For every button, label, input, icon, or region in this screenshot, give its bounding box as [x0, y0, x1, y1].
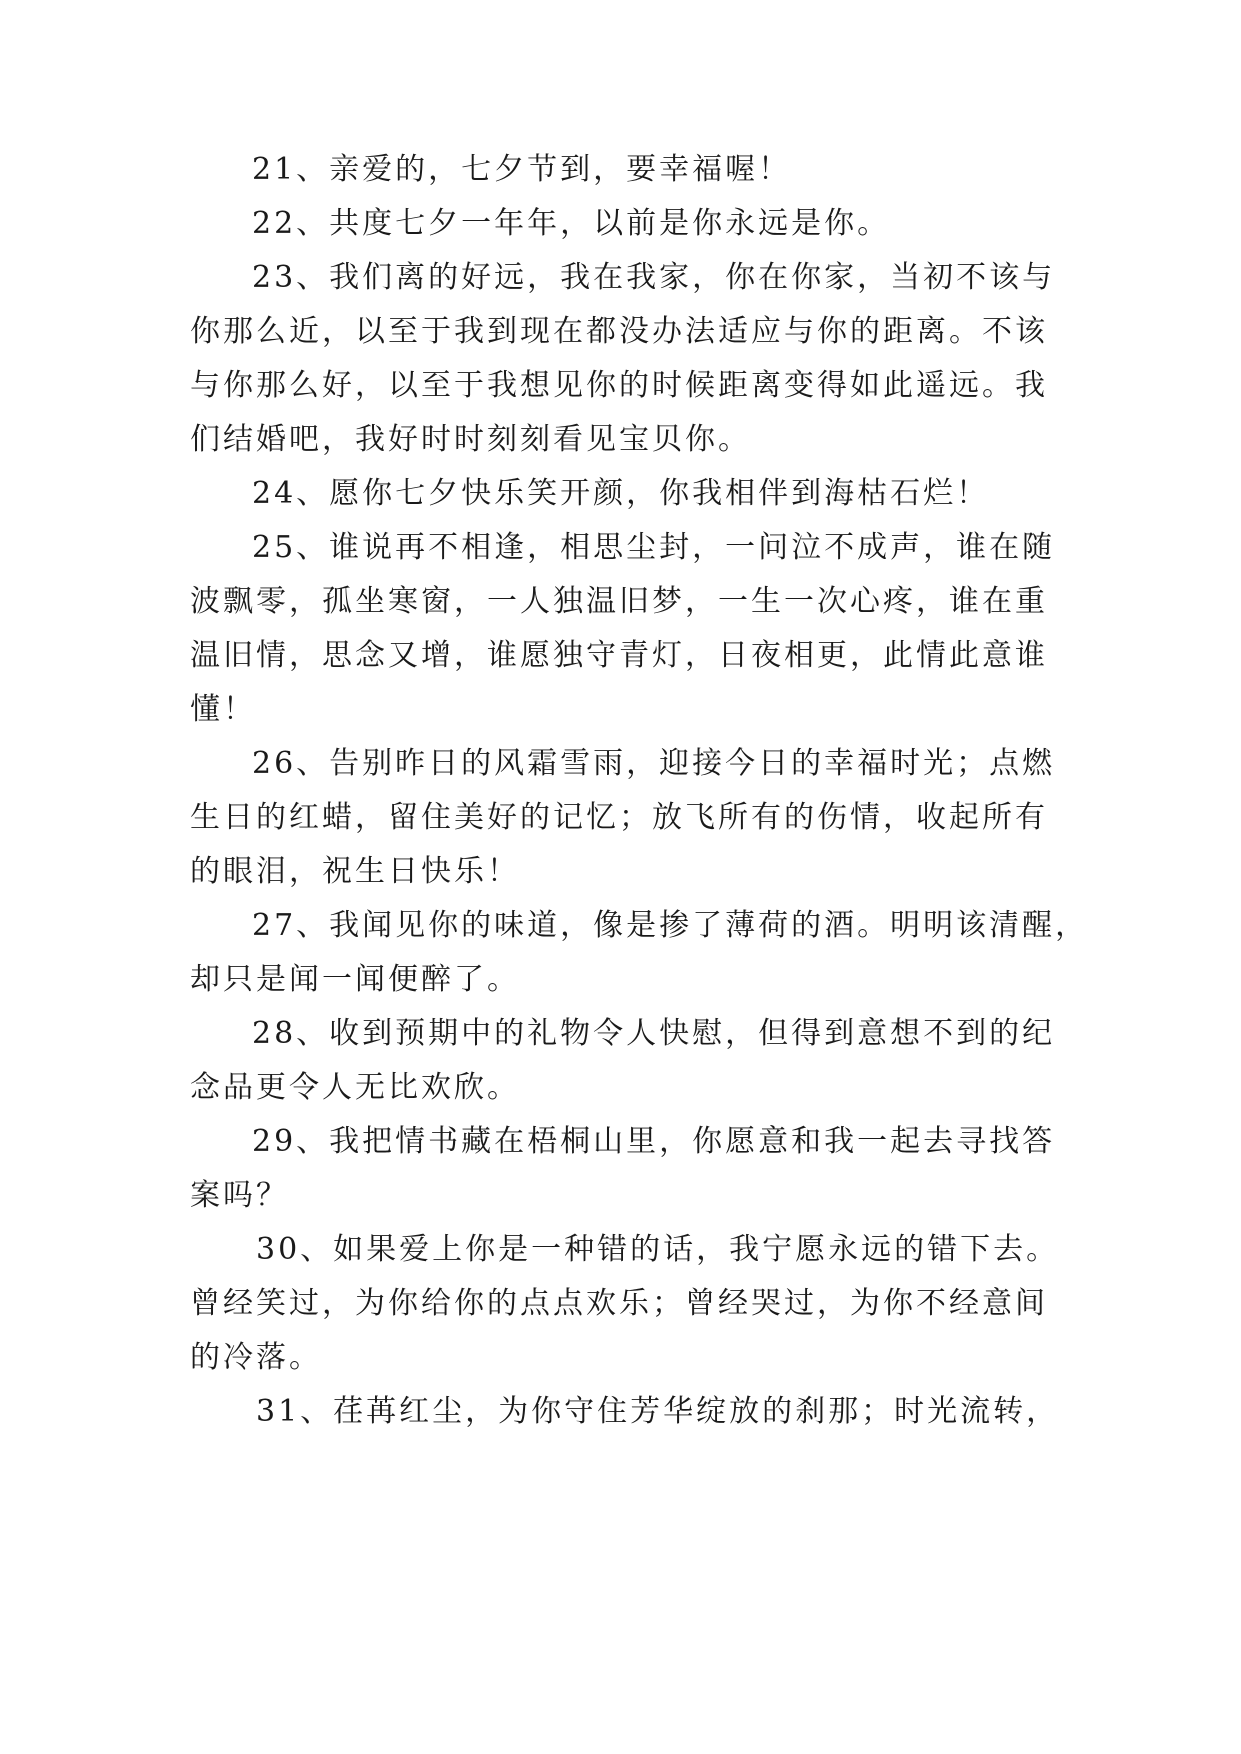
item-23-line-1: 23、我们离的好远，我在我家，你在你家，当初不该与 [252, 260, 1056, 295]
item-24-line-1: 24、愿你七夕快乐笑开颜，你我相伴到海枯石烂！ [252, 476, 990, 511]
item-26-line-3: 的眼泪，祝生日快乐！ [190, 854, 520, 889]
item-30-line-3: 的冷落。 [190, 1340, 322, 1375]
item-28-line-1: 28、收到预期中的礼物令人快慰，但得到意想不到的纪 [252, 1016, 1056, 1051]
item-27-line-2: 却只是闻一闻便醉了。 [190, 962, 520, 997]
item-25-line-4: 懂！ [190, 692, 256, 727]
item-31-line-1: 31、荏苒红尘，为你守住芳华绽放的刹那；时光流转， [256, 1394, 1060, 1429]
item-23-line-4: 们结婚吧，我好时时刻刻看见宝贝你。 [190, 422, 751, 457]
item-30-line-2: 曾经笑过，为你给你的点点欢乐；曾经哭过，为你不经意间 [190, 1286, 1048, 1321]
item-27-line-1: 27、我闻见你的味道，像是掺了薄荷的酒。明明该清醒， [252, 908, 1089, 943]
item-25-line-2: 波飘零，孤坐寒窗，一人独温旧梦，一生一次心疼，谁在重 [190, 584, 1048, 619]
item-29-line-2: 案吗？ [190, 1178, 289, 1213]
item-23-line-2: 你那么近，以至于我到现在都没办法适应与你的距离。不该 [190, 314, 1048, 349]
item-30-line-1: 30、如果爱上你是一种错的话，我宁愿永远的错下去。 [256, 1232, 1060, 1267]
item-25-line-1: 25、谁说再不相逢，相思尘封，一问泣不成声，谁在随 [252, 530, 1056, 565]
item-28-line-2: 念品更令人无比欢欣。 [190, 1070, 520, 1105]
item-25-line-3: 温旧情，思念又增，谁愿独守青灯，日夜相更，此情此意谁 [190, 638, 1048, 673]
item-26-line-2: 生日的红蜡，留住美好的记忆；放飞所有的伤情，收起所有 [190, 800, 1048, 835]
item-26-line-1: 26、告别昨日的风霜雪雨，迎接今日的幸福时光；点燃 [252, 746, 1056, 781]
item-21-line-1: 21、亲爱的，七夕节到，要幸福喔！ [252, 152, 792, 187]
item-29-line-1: 29、我把情书藏在梧桐山里，你愿意和我一起去寻找答 [252, 1124, 1056, 1159]
item-22-line-1: 22、共度七夕一年年，以前是你永远是你。 [252, 206, 891, 241]
item-23-line-3: 与你那么好，以至于我想见你的时候距离变得如此遥远。我 [190, 368, 1048, 403]
